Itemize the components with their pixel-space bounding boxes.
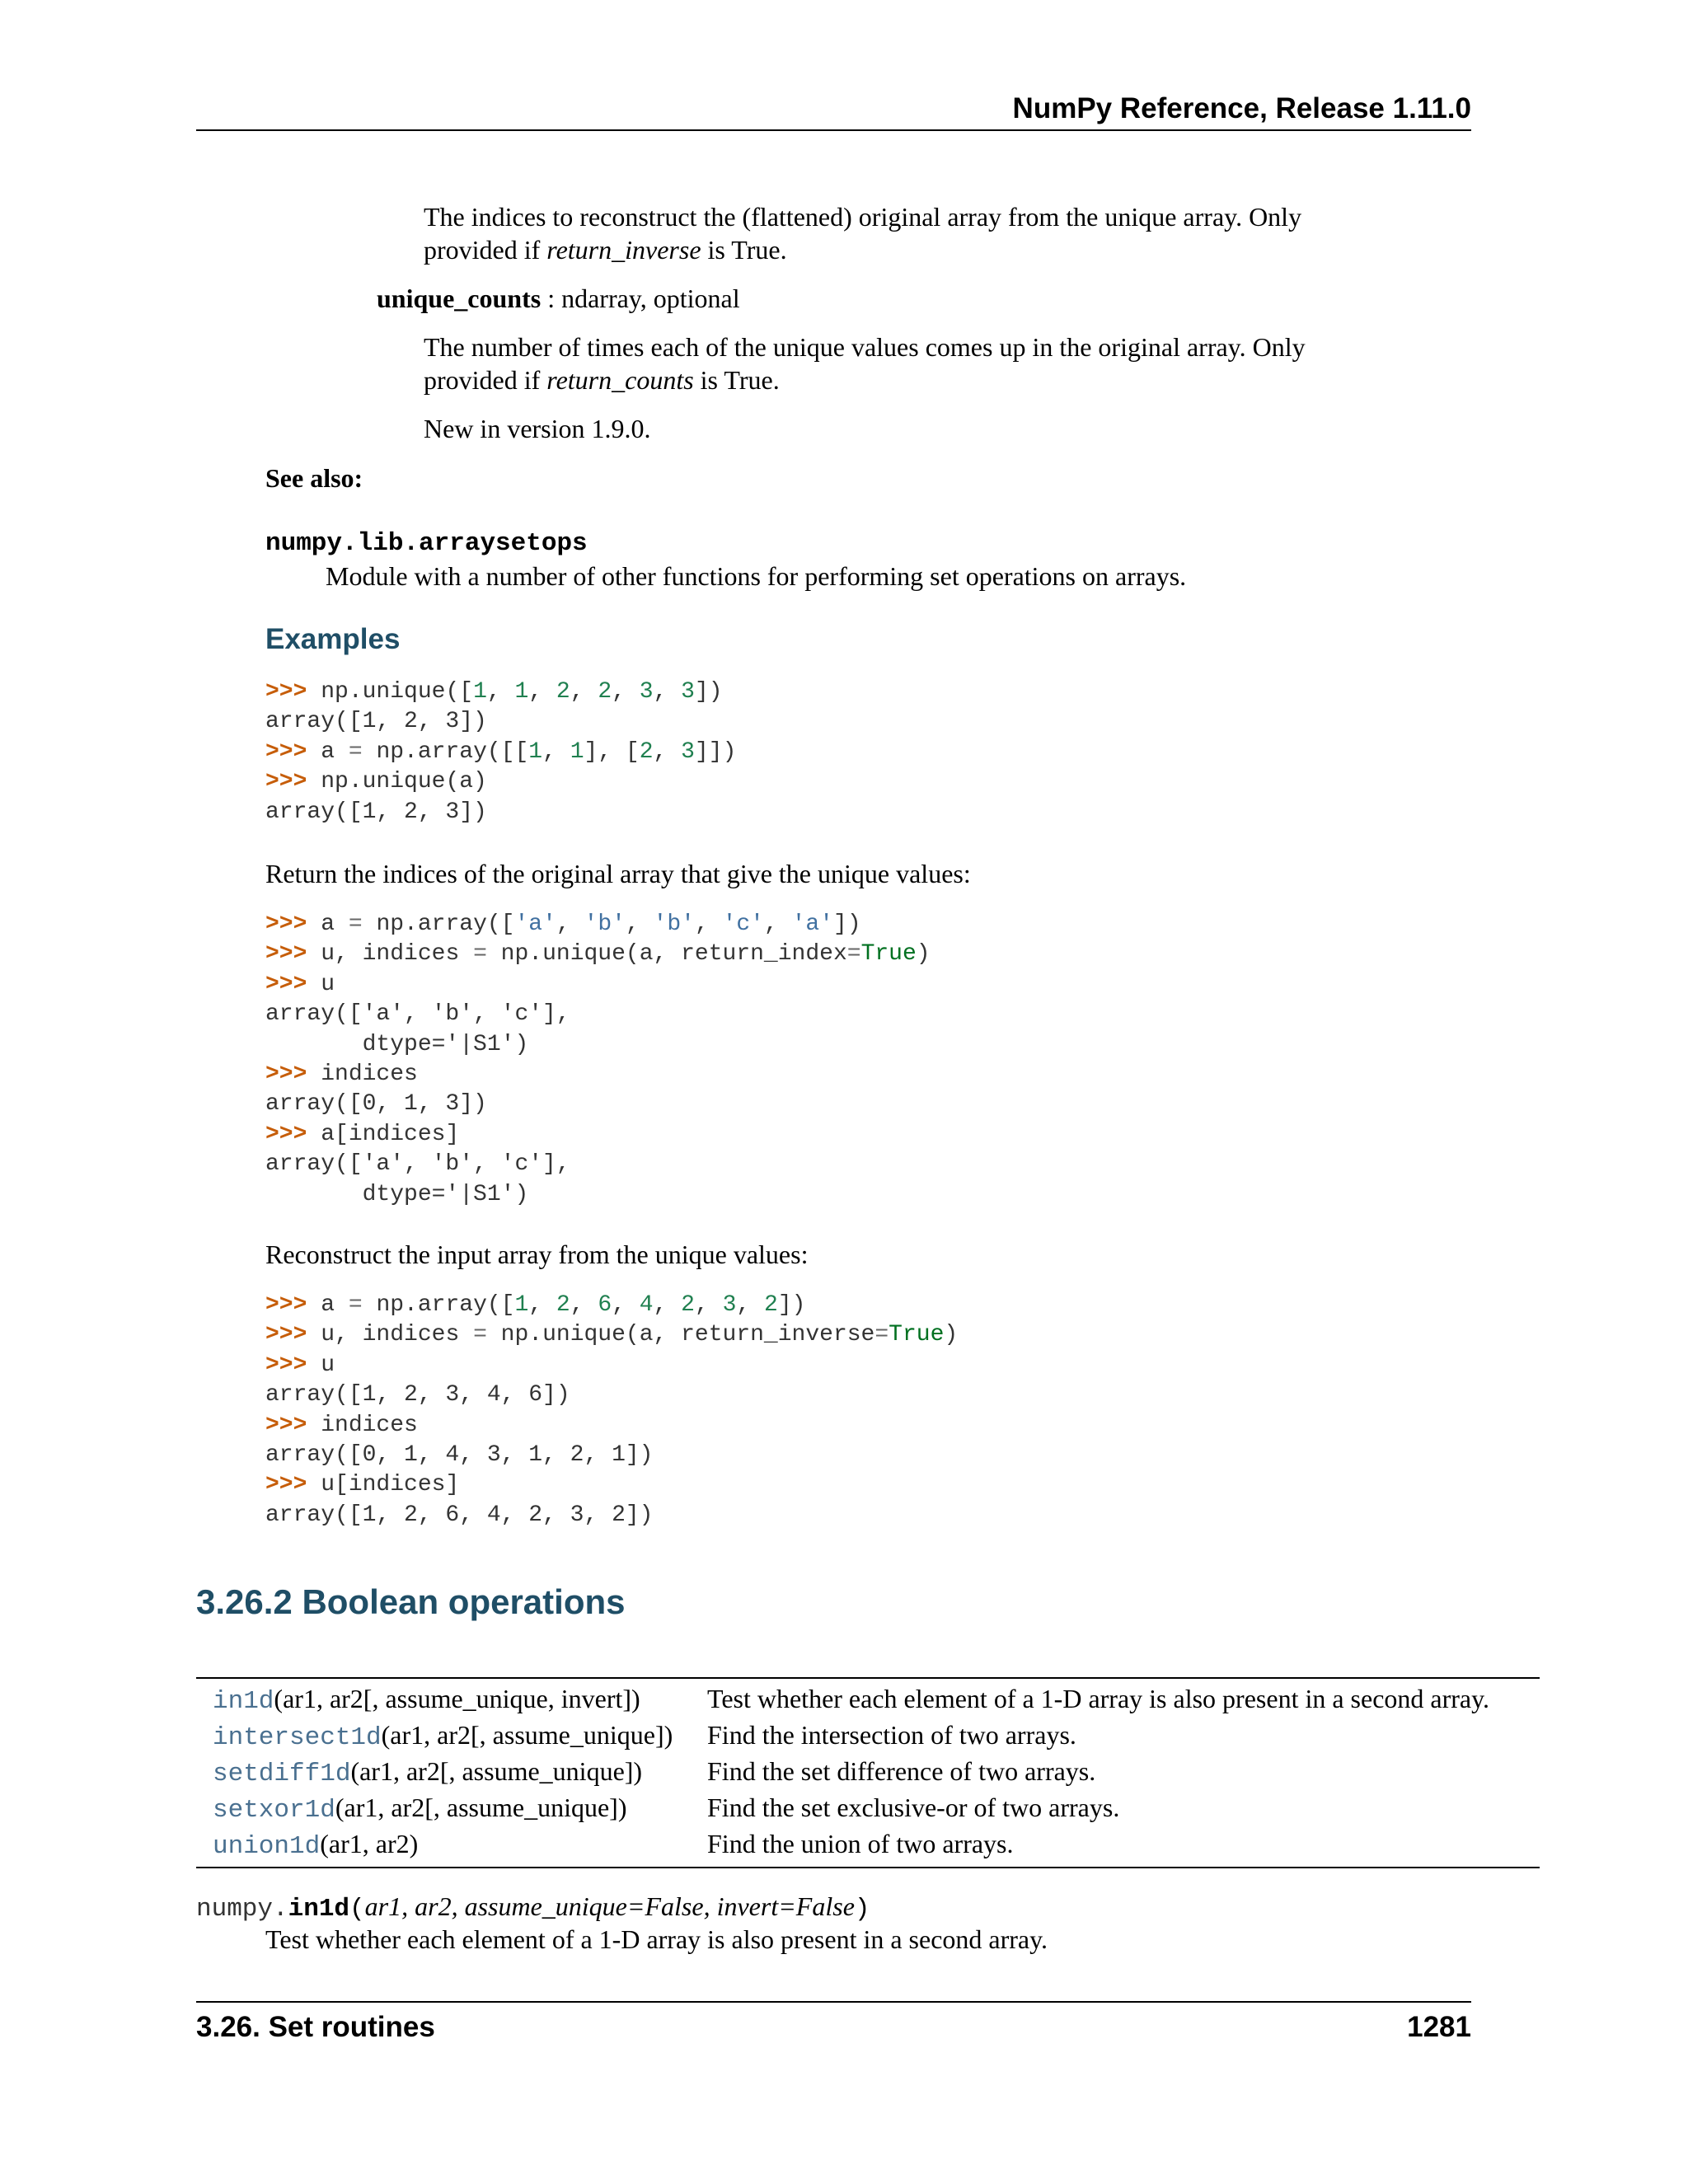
function-signature-args: (ar1, ar2[, assume_unique]) bbox=[350, 1756, 643, 1786]
header-rule bbox=[196, 129, 1471, 131]
footer-section: 3.26. Set routines bbox=[196, 2011, 435, 2043]
unique-counts-name: unique_counts bbox=[377, 284, 542, 313]
function-description: Test whether each element of a 1-D array is also present in a second array. bbox=[265, 1924, 1048, 1954]
function-cell bbox=[196, 1718, 691, 1755]
function-link-in1d[interactable]: in1d bbox=[213, 1687, 274, 1716]
function-cell bbox=[196, 1791, 691, 1827]
version-note: New in version 1.9.0. bbox=[424, 414, 651, 443]
examples-text-indices: Return the indices of the original array that give the unique values: bbox=[265, 859, 971, 888]
func-module: numpy. bbox=[196, 1895, 288, 1924]
function-link-intersect1d[interactable]: intersect1d bbox=[213, 1723, 382, 1752]
table-row bbox=[196, 1755, 1540, 1791]
inverse-desc-line1: The indices to reconstruct the (flattened) original array from the unique array. Only bbox=[424, 202, 1302, 232]
function-signature-args: (ar1, ar2) bbox=[320, 1829, 419, 1858]
running-header: NumPy Reference, Release 1.11.0 bbox=[1012, 92, 1471, 124]
counts-desc-line1: The number of times each of the unique values comes up in the original array. Only bbox=[424, 332, 1306, 362]
boolean-operations-table bbox=[196, 1677, 1540, 1868]
function-description-cell: Find the set exclusive-or of two arrays. bbox=[707, 1793, 1120, 1822]
function-signature-args: (ar1, ar2[, assume_unique]) bbox=[335, 1793, 627, 1822]
function-signature: numpy.in1d(ar1, ar2, assume_unique=False, invert=False) bbox=[196, 1891, 870, 1924]
see-also-label: See also: bbox=[265, 463, 363, 493]
section-heading: 3.26.2 Boolean operations bbox=[196, 1582, 626, 1621]
counts-desc-line2: provided if return_counts is True. bbox=[424, 365, 780, 395]
inverse-description bbox=[424, 200, 1301, 266]
counts-description bbox=[424, 330, 1306, 396]
function-description-cell: Test whether each element of a 1-D array is also present in a second array. bbox=[707, 1684, 1490, 1713]
function-cell bbox=[196, 1827, 691, 1868]
function-description-cell: Find the set difference of two arrays. bbox=[707, 1756, 1096, 1786]
examples-heading: Examples bbox=[265, 623, 401, 655]
function-link-setxor1d[interactable]: setxor1d bbox=[213, 1796, 335, 1825]
unique-counts-type: : ndarray, optional bbox=[541, 284, 740, 313]
function-link-setdiff1d[interactable]: setdiff1d bbox=[213, 1760, 351, 1788]
code-block-return-index: >>> a = np.array(['a', 'b', 'b', 'c', 'a']) >>> u, indices = np.unique(a, return_index=True) >>> u array(['a', 'b', 'c'], dtype='|S1') >>> indices array([0, 1, 3]) >>> a[indices] array(['a', 'b', 'c'], dtype='|S1') bbox=[265, 912, 931, 1207]
function-description-cell: Find the intersection of two arrays. bbox=[707, 1720, 1076, 1750]
unique-counts-param bbox=[377, 282, 740, 315]
func-name: in1d bbox=[288, 1895, 350, 1924]
table-row bbox=[196, 1718, 1540, 1755]
return-inverse-param: return_inverse bbox=[546, 235, 701, 265]
table-row bbox=[196, 1791, 1540, 1827]
func-args: ar1, ar2, assume_unique=False, invert=False bbox=[364, 1891, 855, 1921]
code-block-unique: >>> np.unique([1, 1, 2, 2, 3, 3]) array([1, 2, 3]) >>> a = np.array([[1, 1], [2, 3]]) >>> np.unique(a) array([1, 2, 3]) bbox=[265, 679, 737, 825]
see-also-ref-link[interactable]: numpy.lib.arraysetops bbox=[265, 529, 588, 558]
function-signature-args: (ar1, ar2[, assume_unique, invert]) bbox=[274, 1684, 640, 1713]
see-also-description: Module with a number of other functions for performing set operations on arrays. bbox=[326, 561, 1187, 591]
function-cell bbox=[196, 1678, 691, 1718]
return-counts-param: return_counts bbox=[546, 365, 694, 395]
examples-text-reconstruct: Reconstruct the input array from the unique values: bbox=[265, 1240, 809, 1269]
function-signature-args: (ar1, ar2[, assume_unique]) bbox=[381, 1720, 673, 1750]
inverse-desc-line2: provided if return_inverse is True. bbox=[424, 235, 787, 265]
code-block-return-inverse: >>> a = np.array([1, 2, 6, 4, 2, 3, 2]) >>> u, indices = np.unique(a, return_inverse=True) >>> u array([1, 2, 3, 4, 6]) >>> indices array([0, 1, 4, 3, 1, 2, 1]) >>> u[indices] array([1, 2, 6, 4, 2, 3, 2]) bbox=[265, 1292, 959, 1528]
function-cell bbox=[196, 1755, 691, 1791]
function-link-union1d[interactable]: union1d bbox=[213, 1832, 321, 1861]
function-description-cell: Find the union of two arrays. bbox=[707, 1829, 1014, 1858]
page-number: 1281 bbox=[1407, 2011, 1471, 2043]
footer-rule bbox=[196, 2001, 1471, 2003]
table-row bbox=[196, 1827, 1540, 1868]
table-row bbox=[196, 1678, 1540, 1718]
